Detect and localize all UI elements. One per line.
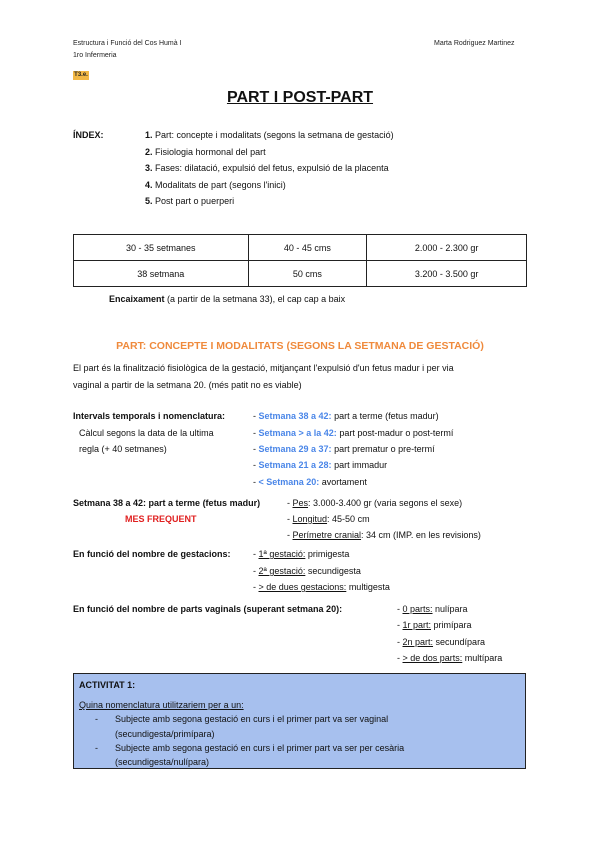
section-title: PART: CONCEPTE I MODALITATS (SEGONS LA SETMANA DE GESTACIÓ) [116, 340, 484, 352]
frequent-badge: MES FREQUENT [125, 514, 197, 524]
table-cell: 40 - 45 cms [248, 235, 367, 261]
gestacions-label: En funció del nombre de gestacions: [73, 549, 231, 559]
parts-label: En funció del nombre de parts vaginals (superant setmana 20): [73, 604, 343, 614]
table-cell: 3.200 - 3.500 gr [367, 261, 527, 287]
setmana-item: - Perímetre cranial: 34 cm (IMP. en les revisions) [287, 530, 481, 540]
interval-item: - Setmana 29 a 37: part prematur o pre-termí [253, 444, 435, 454]
page-title: PART I POST-PART [226, 89, 374, 106]
topic-tag: T3.e. [74, 72, 88, 78]
table-row [74, 235, 527, 261]
setmana-label: Setmana 38 a 42: part a terme (fetus madur) [73, 498, 261, 508]
setmana-item: - Longitud: 45-50 cm [287, 514, 370, 524]
gestation-table [73, 234, 527, 287]
gestacions-item: - 1ª gestació: primigesta [253, 549, 350, 559]
activity-title: ACTIVITAT 1: [79, 680, 136, 690]
setmana-item: - Pes: 3.000-3.400 gr (varia segons el sexe) [287, 498, 463, 508]
index-label: ÍNDEX: [73, 130, 104, 140]
index-item: 3. Fases: dilatació, expulsió del fetus, expulsió de la placenta [145, 163, 389, 173]
activity-item-line: (secundigesta/nulípara) [115, 757, 210, 767]
index-item: 2. Fisiologia hormonal del part [145, 147, 266, 157]
table-row [74, 261, 527, 287]
activity-item-line: Subjecte amb segona gestació en curs i el primer part va ser per cesària [115, 743, 405, 753]
program-label: 1ro Infermeria [73, 52, 117, 59]
interval-item: - Setmana > a la 42: part post-madur o post-termí [253, 428, 454, 438]
parts-item: - 0 parts: nulípara [397, 604, 468, 614]
intervals-note: Càlcul segons la data de la ultima [79, 428, 214, 438]
intro-line: vaginal a partir de la setmana 20. (més patit no es viable) [73, 380, 302, 390]
interval-item: - < Setmana 20: avortament [253, 477, 367, 487]
interval-item: - Setmana 38 a 42: part a terme (fetus madur) [253, 411, 439, 421]
table-cell: 38 setmana [74, 261, 249, 287]
activity-item: - [95, 714, 98, 724]
activity-box [73, 673, 526, 769]
activity-item-line: Subjecte amb segona gestació en curs i el primer part va ser vaginal [115, 714, 389, 724]
course-title: Estructura i Funció del Cos Humà I [73, 40, 182, 47]
intro-line: El part és la finalització fisiològica de la gestació, mitjançant l'expulsió d'un fetus madur i per via [73, 363, 454, 373]
index-item: 1. Part: concepte i modalitats (segons la setmana de gestació) [145, 130, 394, 140]
encaixament-note: Encaixament (a partir de la setmana 33), el cap cap a baix [109, 294, 346, 304]
gestacions-item: - > de dues gestacions: multigesta [253, 582, 390, 592]
parts-item: - 2n part: secundípara [397, 637, 486, 647]
table-cell: 30 - 35 setmanes [74, 235, 249, 261]
parts-item: - > de dos parts: multípara [397, 653, 503, 663]
parts-item: - 1r part: primípara [397, 620, 472, 630]
author-name: Marta Rodriguez Martinez [434, 40, 515, 47]
index-item: 5. Post part o puerperi [145, 196, 235, 206]
gestacions-item: - 2ª gestació: secundigesta [253, 566, 361, 576]
interval-item: - Setmana 21 a 28: part immadur [253, 460, 388, 470]
table-cell: 2.000 - 2.300 gr [367, 235, 527, 261]
activity-item-line: (secundigesta/primípara) [115, 729, 215, 739]
table-cell: 50 cms [248, 261, 367, 287]
intervals-note: regla (+ 40 setmanes) [79, 444, 167, 454]
activity-question: Quina nomenclatura utilitzariem per a un: [79, 700, 244, 710]
intervals-label: Intervals temporals i nomenclatura: [73, 411, 226, 421]
activity-item: - [95, 743, 98, 753]
index-item: 4. Modalitats de part (segons l'inici) [145, 180, 286, 190]
